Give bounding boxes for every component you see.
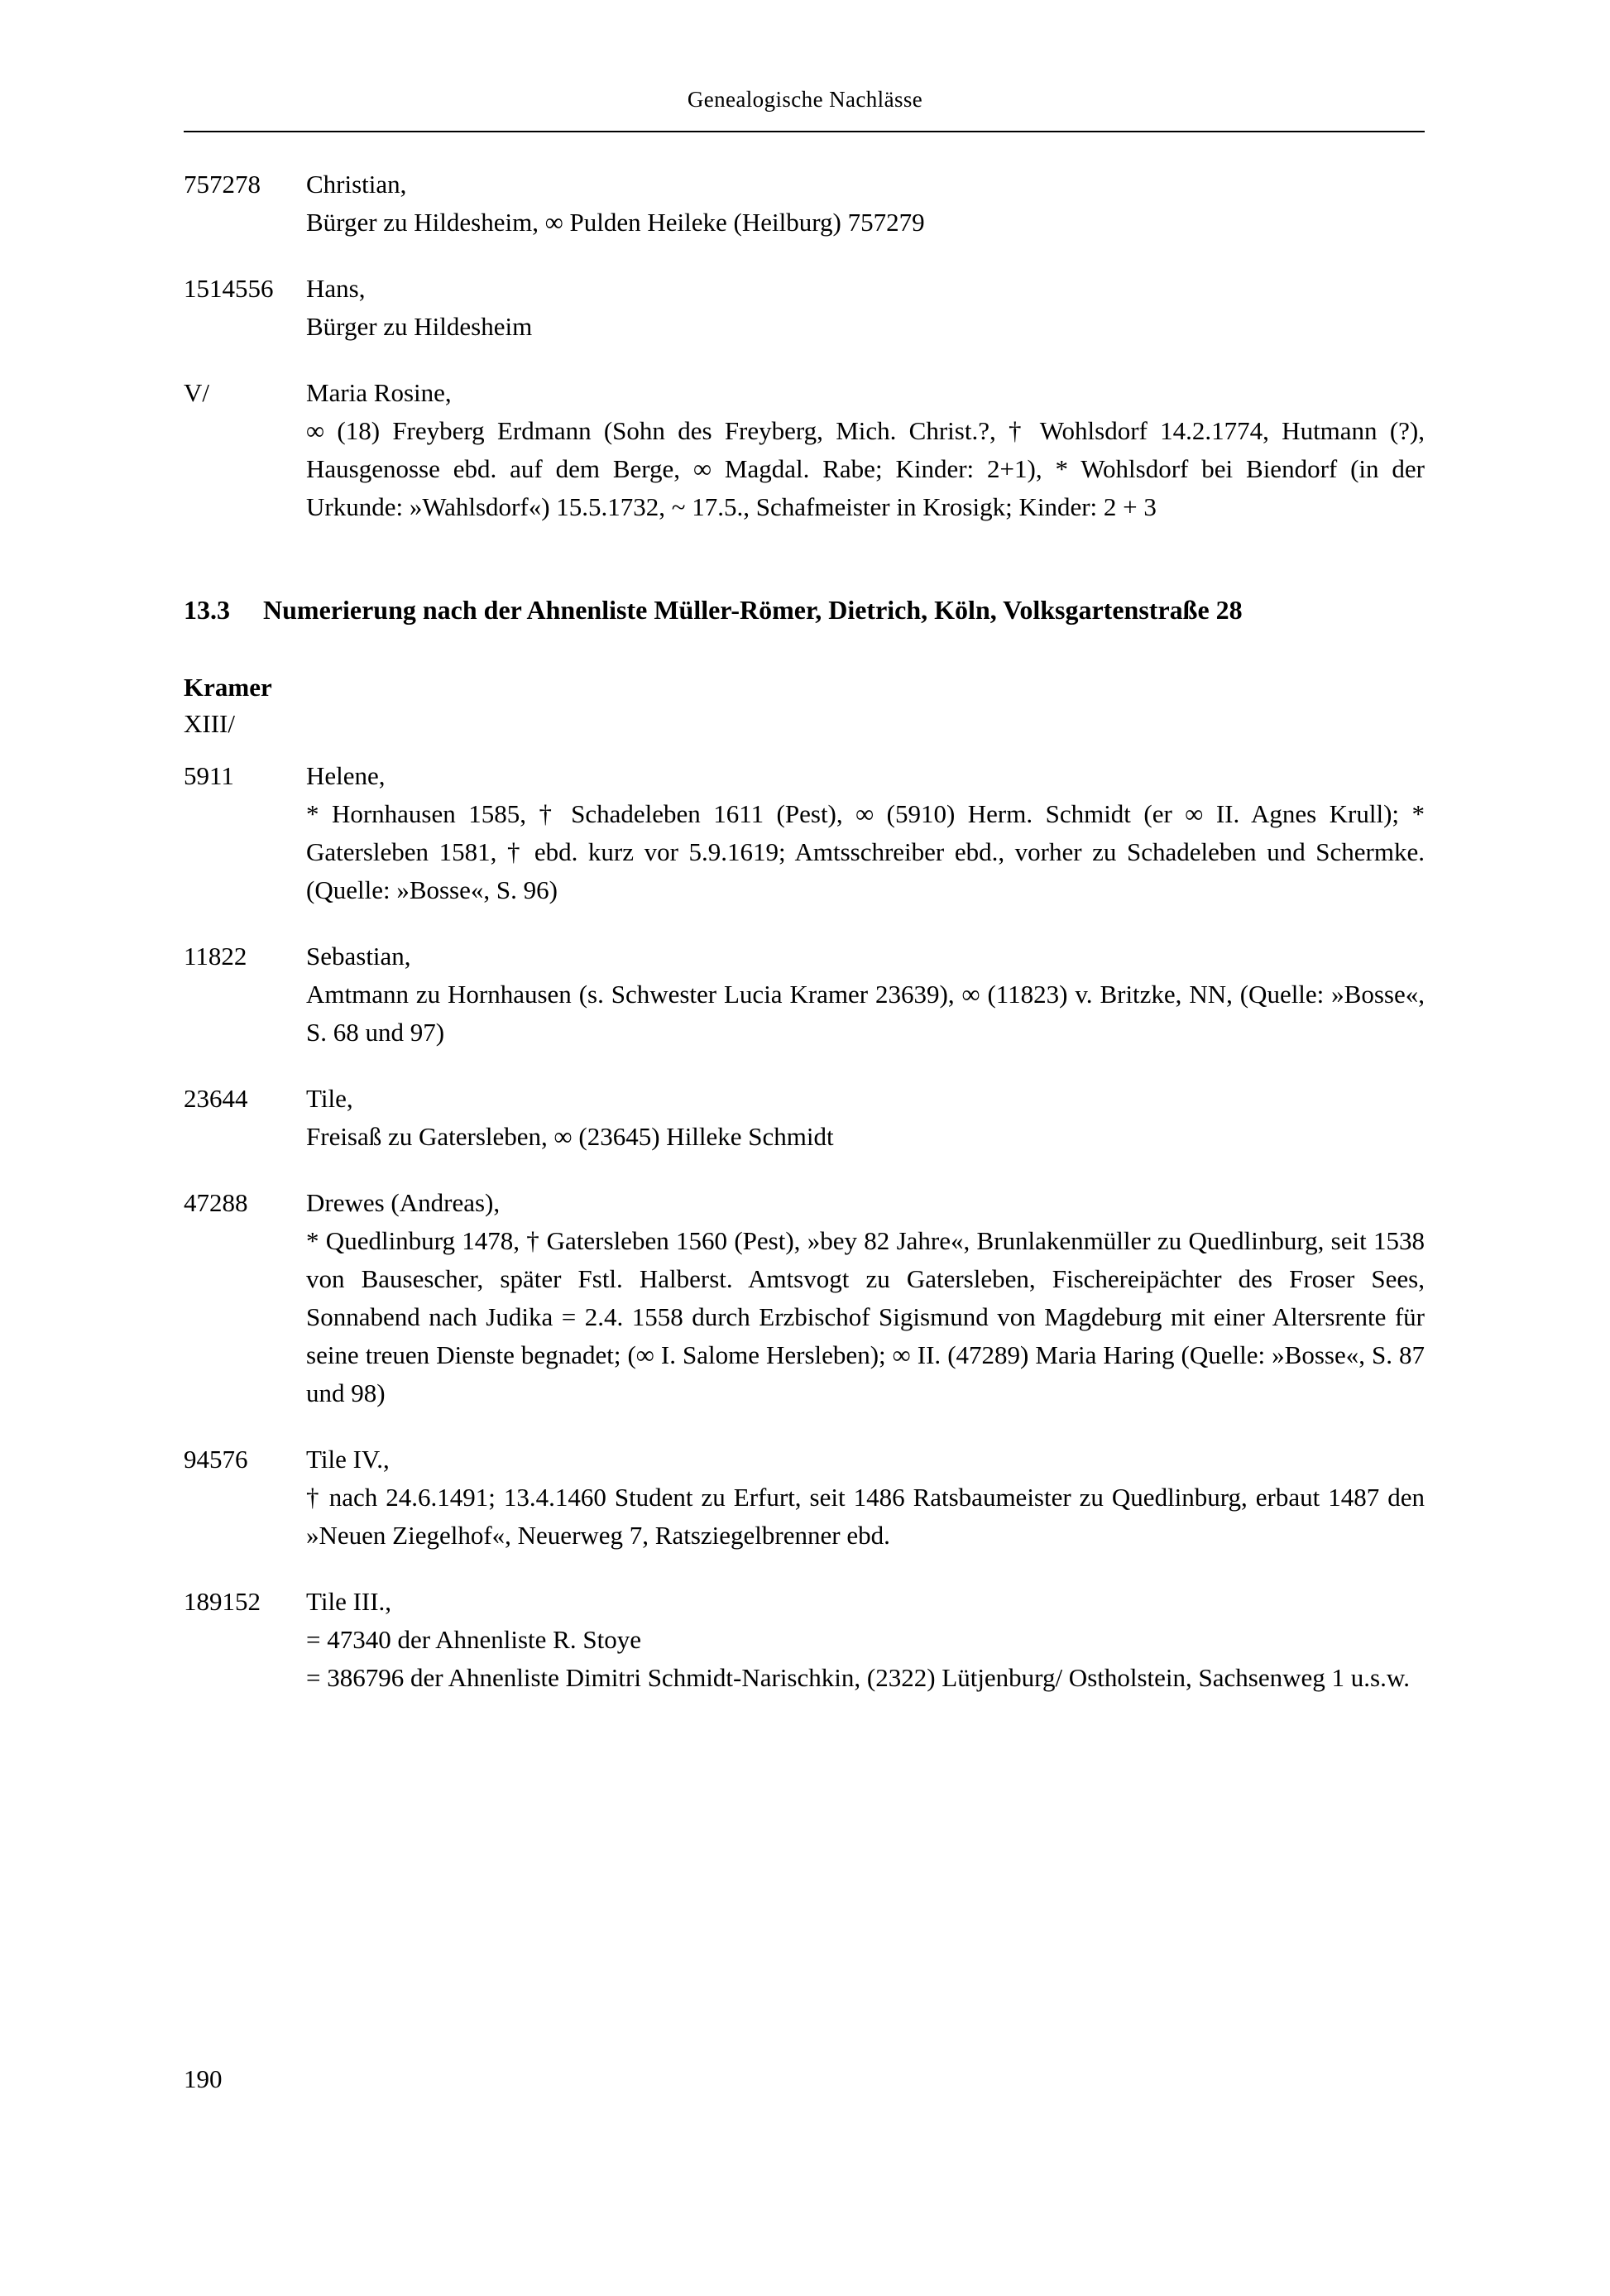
- page-content: [184, 165, 1425, 1725]
- entry-detail: Bürger zu Hildesheim, ∞ Pulden Heileke (Heilburg) 757279: [306, 208, 925, 237]
- entry-body: [306, 1440, 1425, 1555]
- entry-body: [306, 937, 1425, 1052]
- section-title: Numerierung nach der Ahnenliste Müller-Römer, Dietrich, Köln, Volksgartenstraße 28: [263, 595, 1243, 625]
- list-item: [184, 165, 1425, 242]
- entry-number: 47288: [184, 1188, 248, 1217]
- entry-number: 23644: [184, 1084, 248, 1113]
- list-item: [184, 1583, 1425, 1697]
- list-item: [184, 1080, 1425, 1156]
- entry-body: [306, 1583, 1425, 1697]
- entry-reference: = 47340 der Ahnenliste R. Stoye: [306, 1625, 641, 1654]
- entry-number: 189152: [184, 1587, 261, 1616]
- entry-name: Christian,: [306, 170, 407, 199]
- section-number: 13.3: [184, 595, 230, 625]
- entry-reference: = 386796 der Ahnenliste Dimitri Schmidt-Narischkin, (2322) Lütjenburg/ Ostholstein, Sachsenweg 1 u.s.w.: [306, 1663, 1410, 1692]
- section-heading: [184, 591, 1425, 630]
- entry-detail: Freisaß zu Gatersleben, ∞ (23645) Hilleke Schmidt: [306, 1122, 834, 1151]
- list-item: [184, 374, 1425, 526]
- entry-detail: † nach 24.6.1491; 13.4.1460 Student zu Erfurt, seit 1486 Ratsbaumeister zu Quedlinburg, erbaut 1487 den »Neuen Ziegelhof«, Neuerweg 7, Ratsziegelbrenner ebd.: [306, 1483, 1425, 1550]
- entry-body: [306, 165, 1425, 242]
- entry-number: 1514556: [184, 274, 274, 303]
- entry-name: Hans,: [306, 274, 366, 303]
- list-item: [184, 1440, 1425, 1555]
- header-divider: [184, 131, 1425, 132]
- entry-name: Maria Rosine,: [306, 378, 452, 407]
- entry-detail: Amtmann zu Hornhausen (s. Schwester Lucia Kramer 23639), ∞ (11823) v. Britzke, NN, (Quelle: »Bosse«, S. 68 und 97): [306, 980, 1425, 1047]
- entry-name: Tile III.,: [306, 1587, 392, 1616]
- entry-body: [306, 1080, 1425, 1156]
- surname-heading: Kramer: [184, 673, 272, 702]
- entry-detail: * Quedlinburg 1478, † Gatersleben 1560 (Pest), »bey 82 Jahre«, Brunlakenmüller zu Quedlinburg, seit 1538 von Bausescher, später Fstl. Halberst. Amtsvogt zu Gatersleben, Fischereipächter des Froser Sees, Sonnabend nach Judika = 2.4. 1558 durch Erzbischof Sigismund von Magdeburg mit einer Altersrente für seine treuen Dienste begnadet; (∞ I. Salome Hersleben); ∞ II. (47289) Maria Haring (Quelle: »Bosse«, S. 87 und 98): [306, 1226, 1425, 1407]
- entry-reference-list: [306, 1621, 1425, 1697]
- entry-body: [306, 270, 1425, 346]
- generation-label: XIII/: [184, 709, 235, 738]
- entry-number: V/: [184, 378, 209, 407]
- list-item: [184, 757, 1425, 909]
- entry-name: Helene,: [306, 761, 386, 790]
- entry-name: Tile,: [306, 1084, 353, 1113]
- entry-detail: Bürger zu Hildesheim: [306, 312, 533, 341]
- entry-body: [306, 1184, 1425, 1412]
- entry-number: 94576: [184, 1445, 248, 1474]
- entry-detail: ∞ (18) Freyberg Erdmann (Sohn des Freyberg, Mich. Christ.?, † Wohlsdorf 14.2.1774, Hutmann (?), Hausgenosse ebd. auf dem Berge, ∞ Magdal. Rabe; Kinder: 2+1), * Wohlsdorf bei Biendorf (in der Urkunde: »Wahlsdorf«) 15.5.1732, ~ 17.5., Schafmeister in Krosigk; Kinder: 2 + 3: [306, 416, 1425, 521]
- entry-name: Sebastian,: [306, 942, 411, 971]
- list-item: [184, 1184, 1425, 1412]
- entry-name: Drewes (Andreas),: [306, 1188, 501, 1217]
- entry-body: [306, 374, 1425, 526]
- list-item: [184, 270, 1425, 346]
- entry-number: 757278: [184, 170, 261, 199]
- entry-detail: * Hornhausen 1585, † Schadeleben 1611 (Pest), ∞ (5910) Herm. Schmidt (er ∞ II. Agnes Krull); * Gatersleben 1581, † ebd. kurz vor 5.9.1619; Amtsschreiber ebd., vorher zu Schadeleben und Schermke. (Quelle: »Bosse«, S. 96): [306, 799, 1425, 904]
- page-number: 190: [184, 2064, 223, 2093]
- entry-number: 5911: [184, 761, 234, 790]
- entry-number: 11822: [184, 942, 247, 971]
- entry-name: Tile IV.,: [306, 1445, 390, 1474]
- running-head: Genealogische Nachlässe: [687, 87, 923, 112]
- list-item: [184, 937, 1425, 1052]
- entry-body: [306, 757, 1425, 909]
